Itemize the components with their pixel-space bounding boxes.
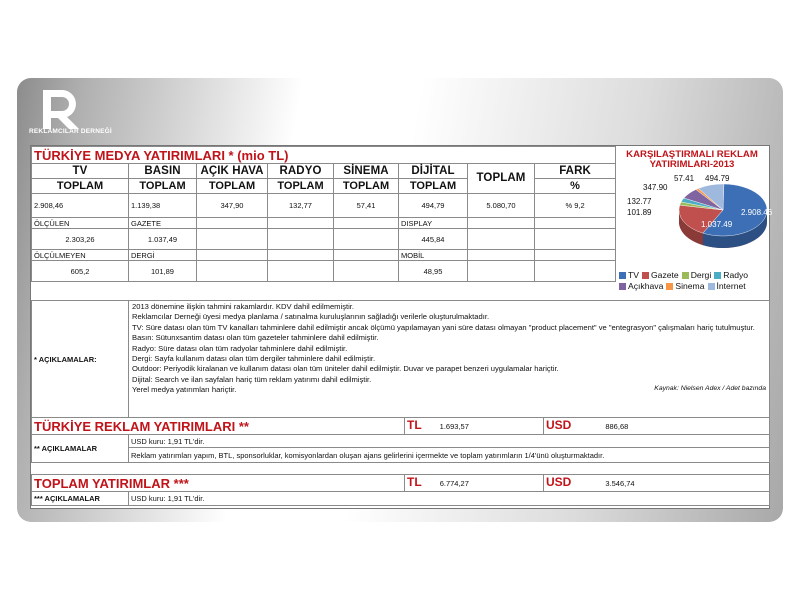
value-display: 445,84 (399, 229, 468, 250)
empty-cell (468, 261, 535, 282)
label-olculmeyen: ÖLÇÜLMEYEN (32, 250, 129, 261)
label-gazete: GAZETE (129, 218, 197, 229)
subheader-fark: % (535, 179, 616, 194)
chart-title: KARŞILAŞTIRMALI REKLAM YATIRIMLARI-2013 (626, 149, 758, 170)
media-table (31, 146, 616, 282)
note-line: Basın: Sütunxsantim datası olan tüm gazeteler tahminlere dahil edilmiştir. (132, 333, 379, 343)
pie-chart-box (615, 146, 773, 300)
subheader-sinema: TOPLAM (334, 179, 399, 194)
table-row (32, 194, 616, 218)
subheader-tv: TOPLAM (32, 179, 129, 194)
toplam-tl-label: TL (407, 475, 422, 489)
brand-name: REKLAMCILAR DERNEĞİ (29, 128, 112, 135)
note-line: Dergi: Sayfa kullanım datası olan tüm dergiler tahminlere dahil edilmiştir. (132, 354, 376, 364)
table-row (32, 218, 616, 229)
value-olculen: 2.303,26 (32, 229, 129, 250)
note-line: Dijital: Search ve ilan sayfaları hariç tüm reklam yatırımı dahil edilmiştir. (132, 374, 372, 384)
empty-cell (334, 261, 399, 282)
legend-swatch (708, 283, 715, 290)
empty-cell (197, 261, 268, 282)
toplam-usd-label: USD (546, 475, 572, 489)
total-dijital: 494,79 (399, 194, 468, 218)
reklam-usd-cell (544, 418, 770, 435)
toplam-usd-value: 3.546,74 (605, 479, 635, 488)
empty-cell (197, 218, 268, 229)
chart-legend (619, 270, 769, 292)
empty-cell (535, 218, 616, 229)
value-mobil: 48,95 (399, 261, 468, 282)
note-line: TV: Süre datası olan tüm TV kanalları tahminlere dahil edilmiştir ancak ölçümü yapılamayan yani süre datası olmayan "product placement" ve "entegrasyon" çalışmaları hariç tutulmuştur. (132, 322, 755, 332)
toplam-tl-value: 6.774,27 (439, 479, 469, 488)
value-dergi: 101,89 (129, 261, 197, 282)
legend-label: Sinema (675, 281, 705, 291)
table-row (32, 229, 616, 250)
total-sinema: 57,41 (334, 194, 399, 218)
legend-label: İnternet (716, 281, 746, 291)
note-line: Radyo: Süre datası olan tüm radyolar tahminlere dahil edilmiştir. (132, 343, 348, 353)
legend-item-Dergi (682, 270, 712, 281)
header-fark: FARK (535, 164, 616, 179)
legend-swatch (714, 272, 721, 279)
pie-label-Dergi: 101.89 (627, 208, 652, 217)
empty-cell (268, 261, 334, 282)
empty-cell (268, 250, 334, 261)
empty-cell (334, 250, 399, 261)
reklam-title: TÜRKİYE REKLAM YATIRIMLARI ** (32, 418, 405, 435)
legend-item-İnternet (708, 281, 746, 292)
legend-label: Radyo (723, 270, 749, 280)
legend-item-Açıkhava (619, 281, 663, 292)
subheader-acik-hava: TOPLAM (197, 179, 268, 194)
notes-label: * AÇIKLAMALAR: (32, 301, 129, 418)
source-text: Kaynak: Nielsen Adex / Adet bazında (654, 385, 766, 393)
toplam-note-1: USD kuru: 1,91 TL'dir. (129, 492, 770, 506)
pie-label-Radyo: 132.77 (627, 197, 652, 206)
legend-swatch (682, 272, 689, 279)
value-gazete: 1.037,49 (129, 229, 197, 250)
legend-label: Gazete (650, 270, 679, 280)
header-acik-hava: AÇIK HAVA (197, 164, 268, 179)
header-tv: TV (32, 164, 129, 179)
data-board (30, 145, 773, 509)
legend-swatch (642, 272, 649, 279)
subheader-basin: TOPLAM (129, 179, 197, 194)
reklam-tl-cell (405, 418, 544, 435)
empty-cell (535, 229, 616, 250)
value-olculmeyen: 605,2 (32, 261, 129, 282)
pie-label-TV: 2.908.46 (741, 208, 773, 217)
note-line: Reklamcılar Derneği üyesi medya planlama / satınalma kuruluşlarının sağladığı verilerle oluşturulmaktadır. (132, 312, 490, 322)
reklam-tl-label: TL (407, 418, 422, 432)
empty-cell (468, 229, 535, 250)
header-basin: BASIN (129, 164, 197, 179)
total-acik-hava: 347,90 (197, 194, 268, 218)
main-panel (17, 78, 783, 522)
subheader-dijital: TOPLAM (399, 179, 468, 194)
header-radyo: RADYO (268, 164, 334, 179)
legend-label: Dergi (690, 270, 712, 280)
total-radyo: 132,77 (268, 194, 334, 218)
empty-cell (468, 218, 535, 229)
empty-cell (197, 229, 268, 250)
legend-item-Sinema (666, 281, 704, 292)
legend-label: Açıkhava (628, 281, 664, 291)
table-row (32, 261, 616, 282)
toplam-table (31, 474, 770, 506)
empty-cell (535, 250, 616, 261)
pie-label-Açıkhava: 347.90 (643, 183, 668, 192)
empty-cell (268, 229, 334, 250)
empty-cell (535, 261, 616, 282)
note-line (132, 385, 766, 395)
toplam-notes-label: *** AÇIKLAMALAR (32, 492, 129, 506)
subheader-radyo: TOPLAM (268, 179, 334, 194)
reklam-table (31, 417, 770, 463)
legend-swatch (666, 283, 673, 290)
label-dergi: DERGİ (129, 250, 197, 261)
media-table-title: TÜRKİYE MEDYA YATIRIMLARI * (mio TL) (32, 147, 616, 164)
reklam-usd-label: USD (546, 418, 572, 432)
reklam-usd-value: 886,68 (605, 422, 629, 431)
toplam-usd-cell (544, 475, 770, 492)
reklam-notes-label: ** AÇIKLAMALAR (32, 435, 129, 463)
legend-swatch (619, 272, 626, 279)
reklamcilar-logo (29, 84, 129, 144)
pie-label-Sinema: 57.41 (674, 174, 695, 183)
pie-label-Gazete: 1.037.49 (701, 220, 733, 229)
header-dijital: DİJİTAL (399, 164, 468, 179)
legend-item-Radyo (714, 270, 748, 281)
pie-label-İnternet: 494.79 (705, 174, 730, 183)
note-line: 2013 dönemine ilişkin tahmini rakamlardır. KDV dahil edilmemiştir. (132, 302, 355, 311)
note-line: Outdoor: Periyodik kiralanan ve kullanım datası olan tüm üniteler dahil edilmiştir. Duvar ve parapet benzeri uygulamalar hariçtir. (132, 364, 559, 374)
legend-item-Gazete (642, 270, 679, 281)
toplam-tl-cell (405, 475, 544, 492)
toplam-title: TOPLAM YATIRIMLAR *** (32, 475, 405, 492)
reklam-tl-value: 1.693,57 (439, 422, 469, 431)
table-row (32, 250, 616, 261)
label-mobil: MOBİL (399, 250, 468, 261)
empty-cell (197, 250, 268, 261)
pie-chart (615, 170, 773, 270)
notes-table (31, 300, 770, 418)
label-display: DISPLAY (399, 218, 468, 229)
note-line-text: Yerel medya yatırımları hariçtir. (132, 385, 237, 395)
empty-cell (334, 218, 399, 229)
legend-swatch (619, 283, 626, 290)
label-olculen: ÖLÇÜLEN (32, 218, 129, 229)
total-fark: % 9,2 (535, 194, 616, 218)
notes-text (129, 301, 770, 418)
legend-label: TV (628, 270, 639, 280)
total-basin: 1.139,38 (129, 194, 197, 218)
total-toplam: 5.080,70 (468, 194, 535, 218)
reklam-note-2: Reklam yatırımları yapım, BTL, sponsorluklar, komisyonlardan oluşan ajans gelirlerini içermekte ve toplam yatırımların 1/4'ünü oluşturmaktadır. (129, 448, 770, 463)
reklam-note-1: USD kuru: 1,91 TL'dir. (129, 435, 770, 448)
legend-item-TV (619, 270, 639, 281)
total-tv: 2.908,46 (32, 194, 129, 218)
empty-cell (334, 229, 399, 250)
header-toplam: TOPLAM (468, 164, 535, 194)
header-sinema: SİNEMA (334, 164, 399, 179)
empty-cell (268, 218, 334, 229)
empty-cell (468, 250, 535, 261)
